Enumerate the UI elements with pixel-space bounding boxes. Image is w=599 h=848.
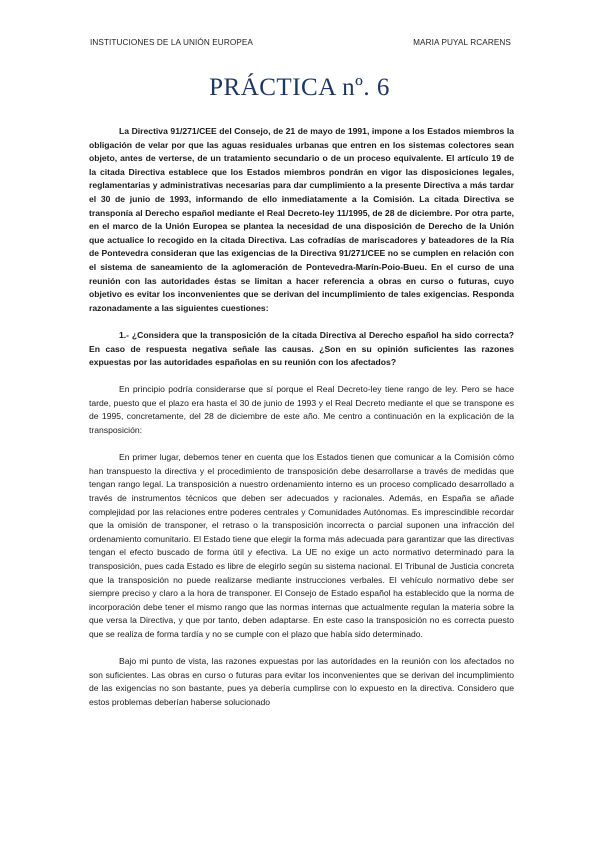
page-title: PRÁCTICA nº. 6 (209, 74, 390, 101)
question-paragraph: 1.- ¿Considera que la transposición de la citada Directiva al Derecho español ha sido correcta? En caso de respuesta negativa señale las causas. ¿Son en su opinión suficientes las razones expuestas por las autoridades españolas en su reunión con los afectados? (89, 329, 514, 368)
header-author-name: MARIA PUYAL RCARENS (413, 38, 511, 47)
answer-paragraph-1: En principio podría considerarse que sí porque el Real Decreto-ley tiene rango de ley. Pero se hace tarde, puesto que el plazo era hasta el 30 de junio de 1993 y el Real Decreto mediante el que se transpone es de 1995, concretamente, del 28 de diciembre de este año. Me centro a continuación en la explicación de la transposición: (89, 384, 514, 436)
answer-paragraph-2: En primer lugar, debemos tener en cuenta que los Estados tienen que comunicar a la Comisión cómo han transpuesto la directiva y el procedimiento de transposición debe desarrollarse a través de medidas que tengan rango legal. La transposición a nuestro ordenamiento interno es un proceso complicado desarrollado a través de instrumentos técnicos que deben ser adecuados y racionales. Además, en España se añade complejidad por las relaciones entre poderes centrales y Comunidades Autónomas. Es imprescindible recordar que la omisión de transponer, el retraso o la transposición incorrecta o parcial suponen una infracción del ordenamiento comunitario. El Estado tiene que elegir la forma más adecuada para garantizar que las directivas tengan el efecto buscado de forma útil y efectiva. La UE no exige un acto normativo determinado para la transposición, pues cada Estado es libre de elegirlo según su sistema nacional. El Tribunal de Justicia concreta que la transposición no puede realizarse mediante instrucciones verbales. El vehículo normativo debe ser siempre preciso y claro a la hora de transponer. El Consejo de Estado español ha establecido que la norma de incorporación debe tener el mismo rango que las normas internas que actualmente regulan la materia sobre la que versa la Directiva, y que por tanto, deben adaptarse. En este caso la transposición no es correcta puesto que se realiza de forma tardía y no se cumple con el plazo que había sido determinado. (89, 452, 514, 639)
answer-paragraph-3: Bajo mi punto de vista, las razones expuestas por las autoridades en la reunión con los afectados no son suficientes. Las obras en curso o futuras para evitar los inconvenientes que se derivan del incumplimiento de las exigencias no son bastante, pues ya debería cumplirse con lo expuesto en la directiva. Considero que estos problemas deberían haberse solucionado (89, 656, 514, 707)
page-header (90, 38, 511, 47)
statement-paragraph: La Directiva 91/271/CEE del Consejo, de 21 de mayo de 1991, impone a los Estados miembros la obligación de velar por que las aguas residuales urbanas que entren en los sistemas colectores sean objeto, antes de verterse, de un tratamiento secundario o de un proceso equivalente. El artículo 19 de la citada Directiva establece que los Estados miembros pondrán en vigor las disposiciones legales, reglamentarias y administrativas necesarias para dar cumplimiento a la presente Directiva a más tardar el 30 de junio de 1993, informando de ello inmediatamente a la Comisión. La citada Directiva se transponía al Derecho español mediante el Real Decreto-ley 11/1995, de 28 de diciembre. Por otra parte, en el marco de la Unión Europea se plantea la necesidad de una disposición de Derecho de la Unión que actualice lo recogido en la citada Directiva. Las cofradías de mariscadores y bateadores de la Ría de Pontevedra consideran que las exigencias de la Directiva 91/271/CEE no se cumplen en relación con el sistema de saneamiento de la aglomeración de Pontevedra-Marín-Poio-Bueu. En el curso de una reunión con las autoridades éstas se limitan a hacer referencia a obras en curso o futuras, cuyo objetivo es evitar los inconvenientes que se derivan del incumplimiento de tales exigencias. Responda razonadamente a las siguientes cuestiones: (89, 126, 514, 313)
header-course-title: INSTITUCIONES DE LA UNIÓN EUROPEA (90, 38, 253, 47)
document-body (89, 125, 514, 710)
